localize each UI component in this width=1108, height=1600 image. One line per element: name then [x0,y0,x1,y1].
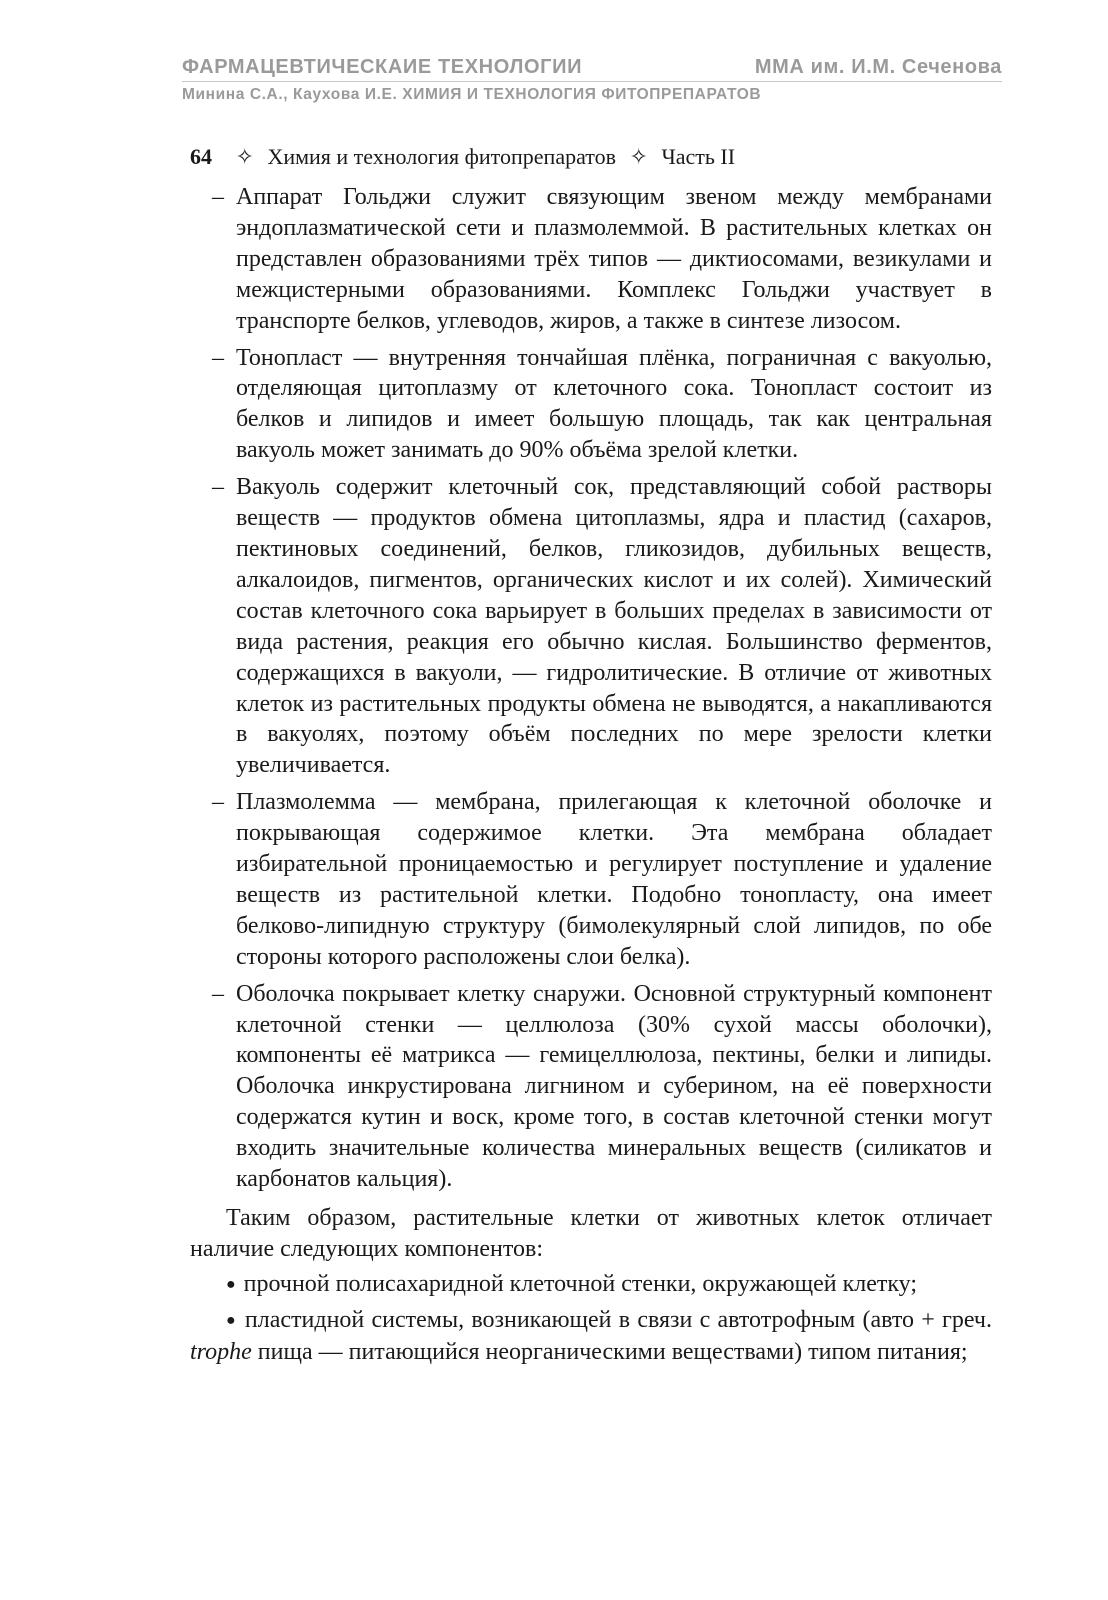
bullet-text: прочной полисахаридной клеточной стенки, окружающей клетку; [243,1270,918,1297]
page-body [190,142,992,1368]
dash-marker: – [212,184,224,210]
bullet-item [190,1269,992,1301]
part-label: Часть II [661,144,736,169]
watermark [182,56,1002,104]
list-item-text: Тонопласт — внутренняя тончайшая плёнка, пограничная с вакуолью, отделяющая цитоплазму от клеточного сока. Тонопласт состоит из белков и липидов и имеет большую площадь, так как центральная вакуоль может занимать до 90% объёма зрелой клетки. [236,344,992,464]
list-item [190,182,992,337]
separator-icon: ✧ [629,144,648,169]
list-item-text: Аппарат Гольджи служит связующим звеном между мембранами эндоплазматической сети и плазмолеммой. В растительных клетках он представлен образованиями трёх типов — диктиосомами, везикулами и межцистерными образованиями. Комплекс Гольджи участвует в транспорте белков, углеводов, жиров, а также в синтезе лизосом. [236,184,992,334]
dash-marker: – [212,474,224,501]
watermark-line-1 [182,56,1002,82]
dash-marker: – [212,789,224,816]
bullet-icon: ● [226,1275,236,1293]
list-item [190,787,992,972]
bullet-text-before: пластидной системы, возникающей в связи с автотрофным (авто + греч. [244,1306,992,1333]
list-item [190,979,992,1195]
bullet-text-after: пища — питающийся неорганическими веществами) типом питания; [257,1338,968,1365]
watermark-subject: ФАРМАЦЕВТИЧЕСКАИЕ ТЕХНОЛОГИИ [182,56,583,78]
list-item-text: Вакуоль содержит клеточный сок, представляющий собой растворы веществ — продуктов обмена цитоплазмы, ядра и пластид (сахаров, пектиновых соединений, белков, гликозидов, дубильных веществ, алкалоидов, пигментов, органических кислот и их солей). Химический состав клеточного сока варьирует в больших пределах в зависимости от вида растения, реакция его обычно кислая. Большинство ферментов, содержащихся в вакуоли, — гидролитические. В отличие от животных клеток из растительных продукты обмена не выводятся, а накапливаются в вакуолях, поэтому объём последних по мере зрелости клетки увеличивается. [236,474,992,779]
watermark-authors: Минина С.А., Каухова И.Е. ХИМИЯ И ТЕХНОЛОГИЯ ФИТОПРЕПАРАТОВ [182,86,762,103]
running-head [190,142,992,172]
greek-term: trophe [190,1338,252,1365]
bullet-item [190,1305,992,1368]
list-item [190,472,992,781]
book-title: Химия и технология фитопрепаратов [267,144,616,169]
page-number: 64 [190,144,212,169]
list-item-text: Плазмолемма — мембрана, прилегающая к клеточной оболочке и покрывающая содержимое клетки. Эта мембрана обладает избирательной проницаемостью и регулирует поступление и удаление веществ из растительной клетки. Подобно тонопласту, она имеет белково-липидную структуру (бимолекулярный слой липидов, по обе стороны которого расположены слои белка). [236,789,992,970]
list-item [190,343,992,467]
bullet-icon: ● [226,1311,237,1329]
list-item-text: Оболочка покрывает клетку снаружи. Основной структурный компонент клеточной стенки — целлюлоза (30% сухой массы оболочки), компоненты её матрикса — гемицеллюлоза, пектины, белки и липиды. Оболочка инкрустирована лигнином и суберином, на её поверхности содержатся кутин и воск, кроме того, в состав клеточной стенки могут входить значительные количества минеральных веществ (силикатов и карбонатов кальция). [236,980,992,1193]
separator-icon: ✧ [235,144,254,169]
dash-marker: – [212,344,224,371]
dash-marker: – [212,980,224,1007]
summary-paragraph: Таким образом, растительные клетки от животных клеток отличает наличие следующих компонентов: [190,1205,992,1262]
watermark-institution: ММА им. И.М. Сеченова [754,56,1002,78]
